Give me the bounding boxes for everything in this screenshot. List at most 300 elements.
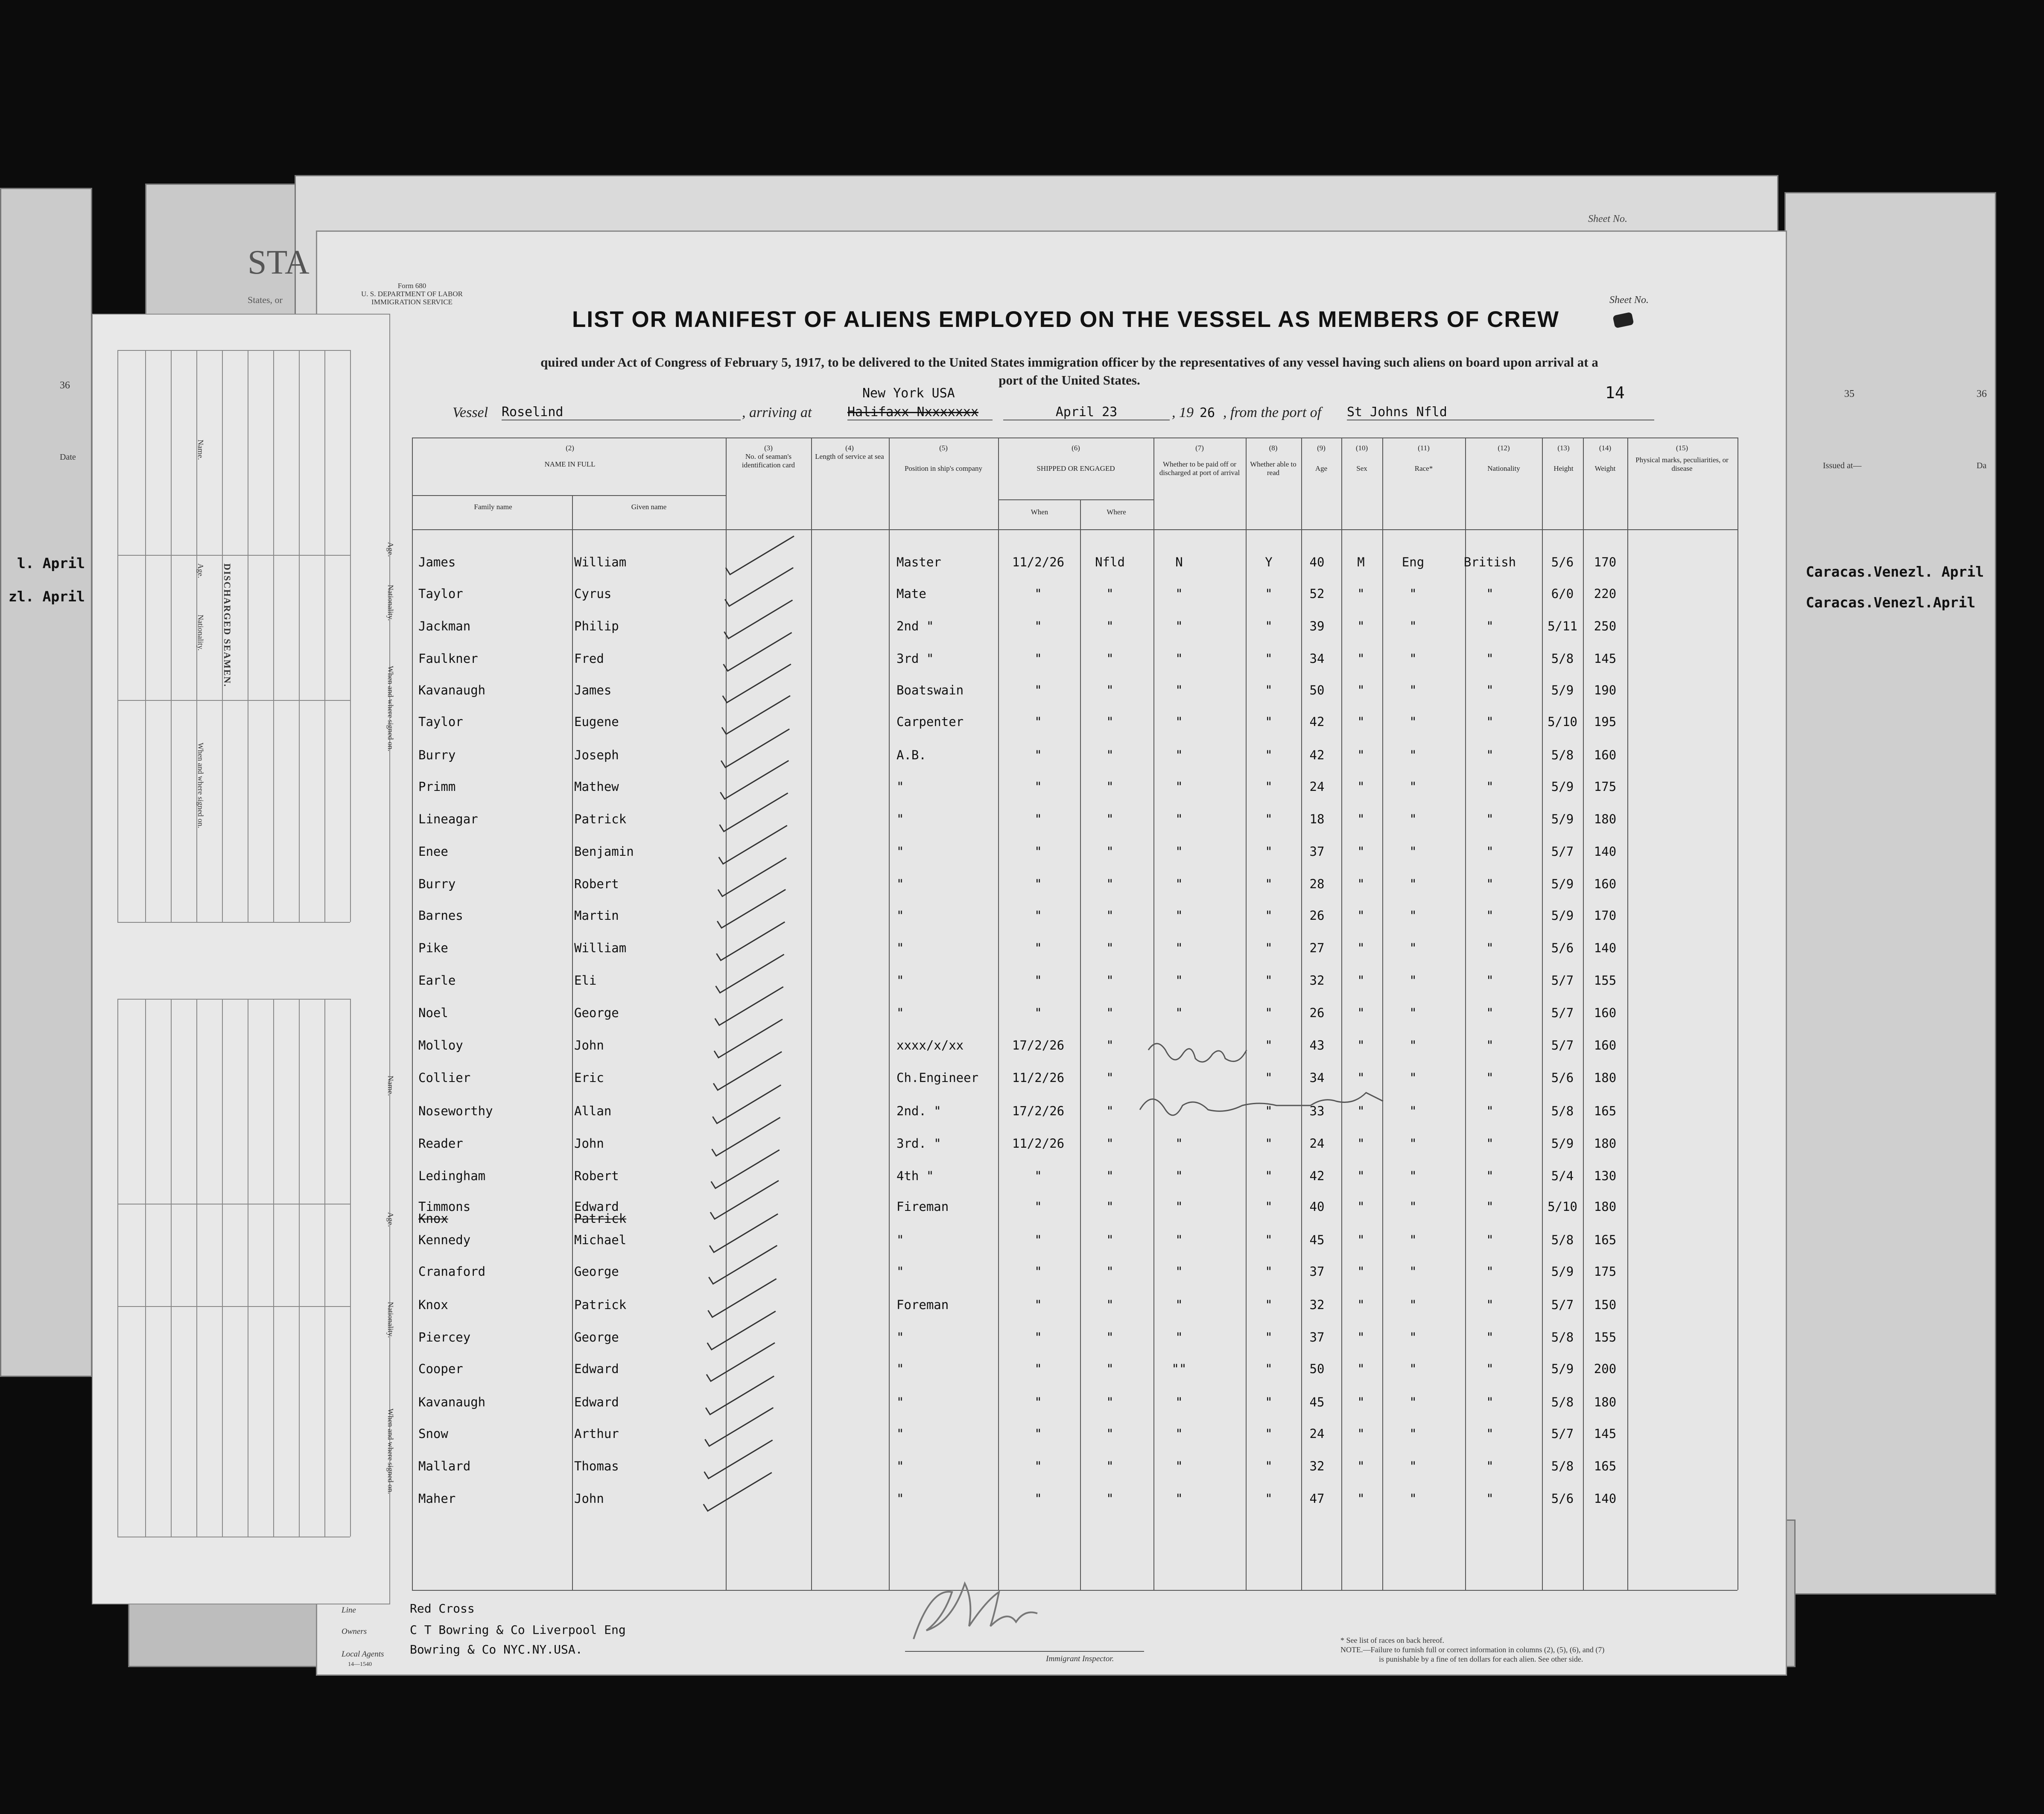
cell-where: Nfld — [1095, 555, 1125, 569]
cell-position: " — [896, 1330, 904, 1344]
discharged-seamen-line — [324, 999, 325, 1537]
cell-position: Carpenter — [896, 715, 964, 729]
checkmark — [707, 1311, 776, 1350]
checkmark — [724, 600, 792, 639]
form-identifier — [342, 282, 482, 306]
cell-where: " — [1106, 1395, 1114, 1409]
background-sheet-title-partial: STA — [248, 244, 310, 281]
cell-height: 5/9 — [1551, 812, 1574, 826]
background-date-label: Date — [60, 452, 76, 462]
cell-when: " — [1034, 1395, 1042, 1409]
checkmark — [712, 1117, 780, 1156]
cell-age: 24 — [1309, 1426, 1325, 1441]
cell-race: " — [1409, 1362, 1417, 1376]
checkmark — [712, 1085, 781, 1123]
background-col-36: 36 — [60, 380, 70, 391]
cell-height: 5/6 — [1551, 1491, 1574, 1506]
cell-given: George — [574, 1264, 619, 1279]
year-prefix: , 19 — [1172, 405, 1194, 420]
discharged-seamen-line — [117, 999, 350, 1000]
checkmark — [710, 1214, 778, 1252]
cell-given: Martin — [574, 908, 619, 923]
cell-sex: " — [1357, 908, 1365, 923]
cell-sex: " — [1357, 1104, 1365, 1118]
cell-family: James — [418, 555, 456, 569]
cell-when: 11/2/26 — [1012, 555, 1065, 569]
footer-note-1: * See list of races on back hereof. — [1340, 1636, 1444, 1645]
cell-age: 47 — [1309, 1491, 1325, 1506]
cell-height: 5/9 — [1551, 683, 1574, 697]
cell-given: Allan — [574, 1104, 612, 1118]
cell-paid: " — [1175, 941, 1183, 955]
cell-read: " — [1265, 748, 1273, 762]
cell-where: " — [1106, 779, 1114, 794]
cell-given: Arthur — [574, 1426, 619, 1441]
checkmark — [715, 987, 783, 1025]
cell-paid: " — [1175, 908, 1183, 923]
cell-position: " — [896, 877, 904, 891]
checkmark — [716, 954, 784, 993]
cell-when: " — [1034, 1264, 1042, 1279]
checkmark — [718, 858, 786, 896]
cell-position: " — [896, 1362, 904, 1376]
cell-weight: 170 — [1594, 555, 1617, 569]
cell-paid: " — [1175, 1426, 1183, 1441]
cell-weight: 180 — [1594, 812, 1617, 826]
cell-read: " — [1265, 1070, 1273, 1085]
cell-height: 5/10 — [1548, 1199, 1577, 1214]
cell-when: " — [1034, 941, 1042, 955]
discharged-seamen-line — [299, 999, 300, 1537]
cell-sex: " — [1357, 715, 1365, 729]
cell-nat: " — [1486, 779, 1494, 794]
checkmark — [720, 761, 788, 799]
cell-read: " — [1265, 908, 1273, 923]
cell-given: William — [574, 941, 627, 955]
ds-signed-label-right-2: When and where signed on. — [386, 1409, 395, 1494]
col-12-label: Nationality — [1487, 464, 1520, 472]
cell-age: 24 — [1309, 1136, 1325, 1151]
cell-where: " — [1106, 973, 1114, 988]
col-6-where-header: Where — [1107, 508, 1126, 516]
form-number: Form 680 — [397, 282, 426, 290]
inspector-signature — [905, 1571, 1101, 1656]
cell-when: " — [1034, 1362, 1042, 1376]
cell-family: Taylor — [418, 715, 463, 729]
cell-family: Molloy — [418, 1038, 463, 1053]
checkmark — [711, 1150, 780, 1188]
cell-paid: N — [1175, 555, 1183, 569]
col-10-label: Sex — [1356, 464, 1367, 472]
cell-position: Foreman — [896, 1298, 949, 1312]
cell-paid: " — [1175, 1491, 1183, 1506]
cell-read: " — [1265, 1104, 1273, 1118]
cell-family: Taylor — [418, 586, 463, 601]
cell-nat: " — [1486, 908, 1494, 923]
ds-nationality-label-1: Nationality. — [196, 615, 205, 651]
cell-position: " — [896, 779, 904, 794]
checkmark — [721, 729, 789, 767]
cell-age: 18 — [1309, 812, 1325, 826]
cell-paid: " — [1175, 748, 1183, 762]
cell-height: 5/8 — [1551, 651, 1574, 666]
cell-family: Noseworthy — [418, 1104, 493, 1118]
col-4-header — [811, 444, 888, 461]
cell-race: " — [1409, 1136, 1417, 1151]
cell-when: " — [1034, 779, 1042, 794]
cell-where: " — [1106, 1426, 1114, 1441]
table-column-line — [1737, 437, 1738, 1590]
cell-sex: " — [1357, 1298, 1365, 1312]
from-port-label: , from the port of — [1223, 405, 1322, 420]
cell-weight: 180 — [1594, 1395, 1617, 1409]
cell-position: " — [896, 1459, 904, 1473]
cell-race: " — [1409, 586, 1417, 601]
cell-weight: 150 — [1594, 1298, 1617, 1312]
cell-read: " — [1265, 1459, 1273, 1473]
col-15-num: (15) — [1676, 444, 1688, 452]
col-13-header — [1543, 444, 1584, 473]
cell-paid: " — [1175, 1395, 1183, 1409]
cell-read: " — [1265, 586, 1273, 601]
col-7-header — [1155, 444, 1244, 477]
cell-paid: " — [1175, 877, 1183, 891]
cell-sex: " — [1357, 1136, 1365, 1151]
background-left-row-2: zl. April — [9, 588, 85, 605]
cell-weight: 190 — [1594, 683, 1617, 697]
cell-weight: 160 — [1594, 1006, 1617, 1020]
cell-height: 5/7 — [1551, 1426, 1574, 1441]
background-sheet-right — [1784, 192, 1996, 1595]
cell-weight: 155 — [1594, 973, 1617, 988]
discharged-seamen-line — [273, 350, 274, 922]
cell-race: " — [1409, 1298, 1417, 1312]
cell-nat: " — [1486, 1038, 1494, 1053]
checkmark — [706, 1376, 774, 1414]
ds-signed-label-right-1: When and where signed on. — [386, 666, 395, 752]
cell-nat: " — [1486, 1006, 1494, 1020]
cell-where: " — [1106, 1330, 1114, 1344]
cell-read: " — [1265, 1169, 1273, 1183]
cell-read: " — [1265, 973, 1273, 988]
cell-given: John — [574, 1491, 604, 1506]
col-9-num: (9) — [1317, 444, 1326, 452]
background-col-36-right: 36 — [1977, 388, 1987, 400]
cell-race: " — [1409, 844, 1417, 859]
table-column-line — [1301, 437, 1302, 1590]
cell-race: " — [1409, 1006, 1417, 1020]
agents-label: Local Agents — [342, 1650, 384, 1659]
table-column-line — [412, 437, 413, 1590]
cell-family: Jackman — [418, 619, 471, 633]
cell-weight: 170 — [1594, 908, 1617, 923]
cell-paid: "" — [1171, 1362, 1187, 1376]
cell-age: 28 — [1309, 877, 1325, 891]
cell-paid: " — [1175, 1298, 1183, 1312]
cell-race: " — [1409, 1038, 1417, 1053]
owners-value: C T Bowring & Co Liverpool Eng — [410, 1623, 626, 1637]
ds-age-label-1: Age. — [196, 563, 205, 578]
cell-height: 5/9 — [1551, 908, 1574, 923]
cell-family: Kennedy — [418, 1233, 471, 1247]
table-column-line — [1542, 437, 1543, 1590]
cell-family: Burry — [418, 748, 456, 762]
cell-height: 5/8 — [1551, 1395, 1574, 1409]
cell-age: 50 — [1309, 1362, 1325, 1376]
cell-race: " — [1409, 1233, 1417, 1247]
table-top-border — [412, 437, 1737, 438]
cell-nat: " — [1486, 1459, 1494, 1473]
discharged-seamen-line — [222, 999, 223, 1537]
background-date-label-right: Da — [1977, 461, 1987, 470]
cell-race: " — [1409, 619, 1417, 633]
col-7-label: Whether to be paid off or discharged at port of arrival — [1159, 460, 1240, 477]
table-column-line — [998, 437, 999, 1590]
cell-paid: " — [1175, 1233, 1183, 1247]
discharged-seamen-line — [117, 1306, 350, 1307]
cell-height: 5/9 — [1551, 877, 1574, 891]
cell-position: 3rd " — [896, 651, 934, 666]
cell-race: " — [1409, 1169, 1417, 1183]
cell-when: " — [1034, 1199, 1042, 1214]
discharged-seamen-line — [324, 350, 325, 922]
col-13-label: Height — [1553, 464, 1574, 472]
cell-paid: " — [1175, 1330, 1183, 1344]
cell-nat: " — [1486, 715, 1494, 729]
checkmark — [725, 568, 793, 606]
cell-struck-family: Knox — [418, 1211, 448, 1226]
col-7-num: (7) — [1195, 444, 1204, 452]
line-label: Line — [342, 1606, 356, 1615]
cell-age: 45 — [1309, 1233, 1325, 1247]
footer-note-2: NOTE.—Failure to furnish full or correct information in columns (2), (5), (6), and (7) — [1340, 1645, 1605, 1654]
discharged-seamen-sheet — [92, 314, 390, 1604]
cell-position: Master — [896, 555, 941, 569]
cell-read: Y — [1265, 555, 1273, 569]
cell-family: Ledingham — [418, 1169, 486, 1183]
cell-nat: " — [1486, 748, 1494, 762]
cell-age: 26 — [1309, 908, 1325, 923]
col-given-name-header: Given name — [631, 503, 667, 511]
cell-sex: " — [1357, 619, 1365, 633]
col-15-header — [1629, 444, 1735, 473]
checkmark — [704, 1440, 773, 1479]
cell-read: " — [1265, 1199, 1273, 1214]
cell-race: " — [1409, 973, 1417, 988]
cell-read: " — [1265, 779, 1273, 794]
col-10-num: (10) — [1355, 444, 1368, 452]
col-2-header — [414, 444, 726, 469]
cell-age: 34 — [1309, 651, 1325, 666]
col-11-header — [1383, 444, 1464, 473]
cell-height: 5/7 — [1551, 1298, 1574, 1312]
cell-race: " — [1409, 908, 1417, 923]
ds-nationality-label-right-2: Nationality. — [386, 1302, 395, 1338]
cell-height: 5/8 — [1551, 1233, 1574, 1247]
checkmark — [726, 536, 794, 575]
sheet-no-label: Sheet No. — [1609, 295, 1649, 306]
cell-nat: " — [1486, 1104, 1494, 1118]
cell-where: " — [1106, 1136, 1114, 1151]
discharged-seamen-line — [171, 350, 172, 922]
ds-name-label-1: Name. — [196, 440, 205, 460]
table-column-line — [1583, 437, 1584, 1590]
col-4-num: (4) — [845, 444, 854, 452]
cell-read: " — [1265, 1136, 1273, 1151]
discharged-seamen-line — [196, 999, 197, 1537]
cell-sex: " — [1357, 844, 1365, 859]
checkmark — [722, 696, 790, 734]
cell-read: " — [1265, 844, 1273, 859]
cell-age: 42 — [1309, 715, 1325, 729]
cell-nat: " — [1486, 973, 1494, 988]
cell-sex: " — [1357, 1264, 1365, 1279]
cell-given: Thomas — [574, 1459, 619, 1473]
cell-where: " — [1106, 586, 1114, 601]
cell-read: " — [1265, 1330, 1273, 1344]
col-13-num: (13) — [1557, 444, 1570, 452]
cell-when: " — [1034, 844, 1042, 859]
col-6-when-header: When — [1031, 508, 1048, 516]
cell-position: 3rd. " — [896, 1136, 941, 1151]
cell-nat: " — [1486, 1298, 1494, 1312]
cell-weight: 200 — [1594, 1362, 1617, 1376]
cell-weight: 160 — [1594, 877, 1617, 891]
cell-given: John — [574, 1136, 604, 1151]
cell-when: 17/2/26 — [1012, 1104, 1065, 1118]
col-14-label: Weight — [1594, 464, 1616, 472]
checkmark — [723, 664, 791, 703]
manifest-subtitle — [401, 353, 1737, 389]
cell-paid: " — [1175, 1136, 1183, 1151]
cell-nat: " — [1486, 1264, 1494, 1279]
cell-age: 32 — [1309, 973, 1325, 988]
cell-when: 11/2/26 — [1012, 1070, 1065, 1085]
cell-given: Philip — [574, 619, 619, 633]
cell-family: Primm — [418, 779, 456, 794]
checkmarks-column — [692, 534, 811, 1558]
cell-paid: " — [1175, 844, 1183, 859]
cell-where: " — [1106, 715, 1114, 729]
cell-family: Cranaford — [418, 1264, 486, 1279]
checkmark — [709, 1245, 777, 1284]
cell-position: " — [896, 908, 904, 923]
cell-where: " — [1106, 1199, 1114, 1214]
cell-position: 4th " — [896, 1169, 934, 1183]
cell-read: " — [1265, 1233, 1273, 1247]
cell-family: Piercey — [418, 1330, 471, 1344]
cell-when: " — [1034, 1169, 1042, 1183]
cell-read: " — [1265, 877, 1273, 891]
cell-paid: " — [1175, 779, 1183, 794]
cell-nat: " — [1486, 1362, 1494, 1376]
cell-where: " — [1106, 1491, 1114, 1506]
cell-where: " — [1106, 1104, 1114, 1118]
discharged-seamen-line — [117, 555, 350, 556]
cell-weight: 175 — [1594, 1264, 1617, 1279]
cell-position: " — [896, 1395, 904, 1409]
cell-where: " — [1106, 941, 1114, 955]
handwritten-annotation — [1131, 1033, 1515, 1144]
cell-weight: 250 — [1594, 619, 1617, 633]
cell-where: " — [1106, 877, 1114, 891]
cell-race: " — [1409, 941, 1417, 955]
cell-when: " — [1034, 651, 1042, 666]
checkmark — [724, 633, 792, 671]
cell-weight: 195 — [1594, 715, 1617, 729]
cell-weight: 180 — [1594, 1199, 1617, 1214]
cell-race: " — [1409, 1264, 1417, 1279]
cell-weight: 140 — [1594, 844, 1617, 859]
footer-note-3: is punishable by a fine of ten dollars for each alien. See other side. — [1379, 1655, 1583, 1663]
col-8-num: (8) — [1269, 444, 1278, 452]
cell-height: 5/4 — [1551, 1169, 1574, 1183]
table-column-line — [811, 437, 812, 1590]
cell-paid: " — [1175, 619, 1183, 633]
cell-read: " — [1265, 619, 1273, 633]
cell-nat: " — [1486, 1233, 1494, 1247]
col-6-num: (6) — [1072, 444, 1080, 452]
cell-where: " — [1106, 651, 1114, 666]
cell-position: Fireman — [896, 1199, 949, 1214]
cell-nat: " — [1486, 619, 1494, 633]
cell-family: Kavanaugh — [418, 683, 486, 697]
cell-family: Lineagar — [418, 812, 478, 826]
cell-nat: " — [1486, 877, 1494, 891]
col-family-name-header: Family name — [474, 503, 512, 511]
cell-where: " — [1106, 1006, 1114, 1020]
cell-nat: " — [1486, 1070, 1494, 1085]
cell-given: Cyrus — [574, 586, 612, 601]
cell-given: Edward — [574, 1395, 619, 1409]
cell-read: " — [1265, 1362, 1273, 1376]
cell-family: Cooper — [418, 1362, 463, 1376]
col-8-header — [1247, 444, 1300, 477]
cell-paid: " — [1175, 1264, 1183, 1279]
cell-weight: 180 — [1594, 1070, 1617, 1085]
background-col-35: 35 — [1844, 388, 1854, 400]
cell-position: " — [896, 941, 904, 955]
cell-paid: " — [1175, 973, 1183, 988]
checkmark — [714, 1019, 783, 1058]
cell-position: " — [896, 1264, 904, 1279]
cell-nat: British — [1463, 555, 1516, 569]
cell-paid: " — [1175, 683, 1183, 697]
col-15-label: Physical marks, peculiarities, or disease — [1635, 456, 1729, 472]
cell-family: Reader — [418, 1136, 463, 1151]
form-code: 14—1540 — [348, 1661, 372, 1668]
cell-given: Eli — [574, 973, 597, 988]
cell-sex: " — [1357, 1070, 1365, 1085]
cell-where: " — [1106, 1038, 1114, 1053]
cell-nat: " — [1486, 1199, 1494, 1214]
cell-sex: " — [1357, 779, 1365, 794]
cell-sex: " — [1357, 683, 1365, 697]
cell-race: " — [1409, 715, 1417, 729]
cell-read: " — [1265, 683, 1273, 697]
cell-age: 24 — [1309, 779, 1325, 794]
cell-position: " — [896, 1426, 904, 1441]
discharged-seamen-line — [117, 350, 118, 922]
arriving-label: , arriving at — [742, 405, 812, 420]
cell-position: " — [896, 812, 904, 826]
cell-height: 5/8 — [1551, 1330, 1574, 1344]
checkmark — [705, 1408, 773, 1446]
cell-paid: " — [1175, 1199, 1183, 1214]
cell-sex: " — [1357, 1426, 1365, 1441]
cell-age: 40 — [1309, 1199, 1325, 1214]
cell-given: Edward — [574, 1362, 619, 1376]
